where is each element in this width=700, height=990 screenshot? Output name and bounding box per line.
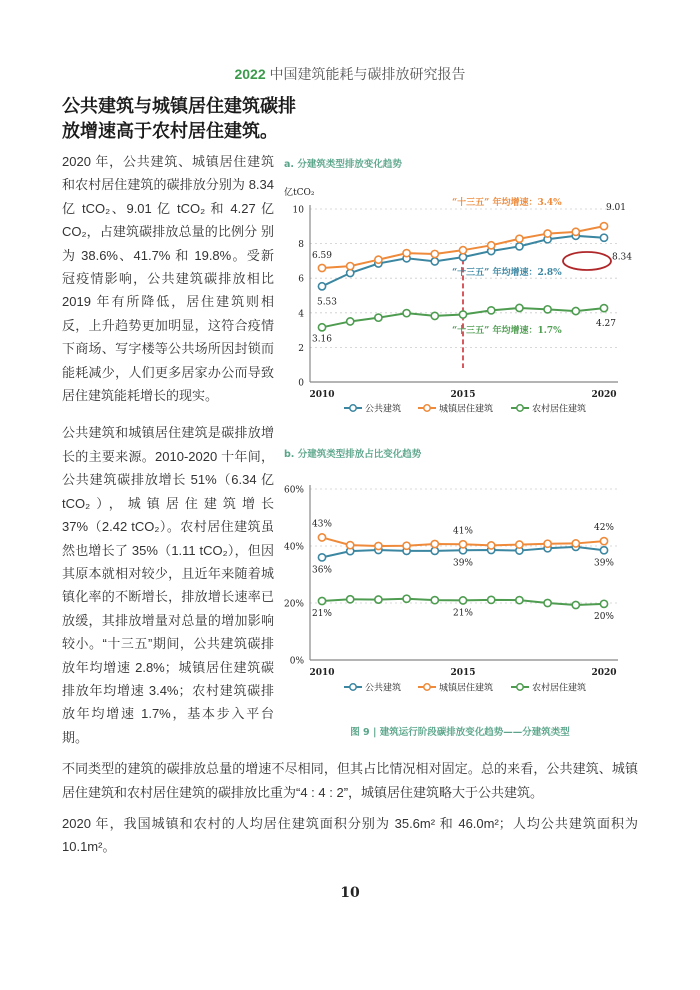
data-point-urban bbox=[572, 540, 579, 547]
x-tick-label: 2015 bbox=[450, 668, 476, 678]
data-point-public bbox=[600, 547, 607, 554]
data-point-rural bbox=[431, 597, 438, 604]
page-body bbox=[62, 150, 638, 901]
x-tick-label: 2020 bbox=[591, 390, 617, 400]
data-point-urban bbox=[572, 228, 579, 235]
legend-label-urban: 城镇居住建筑 bbox=[439, 683, 494, 694]
legend-marker-rural bbox=[517, 405, 523, 411]
y-tick-label: 2 bbox=[298, 343, 304, 354]
chart-a-emissions-trend bbox=[280, 175, 640, 420]
growth-rate-annotation-rural: “十三五” 年均增速：1.7% bbox=[452, 326, 562, 336]
chart-a-title: a. 分建筑类型排放变化趋势 bbox=[284, 159, 402, 170]
data-point-urban bbox=[459, 541, 466, 548]
header-year: 2022 bbox=[234, 66, 266, 82]
running-header bbox=[0, 64, 700, 84]
data-point-public bbox=[318, 283, 325, 290]
header-title: 中国建筑能耗与碳排放研究报告 bbox=[265, 66, 466, 82]
growth-rate-annotation-public: “十三五” 年均增速：2.8% bbox=[452, 268, 562, 278]
y-axis-label: 亿tCO₂ bbox=[284, 188, 315, 198]
data-point-urban bbox=[347, 262, 354, 269]
data-point-rural bbox=[488, 307, 495, 314]
data-point-rural bbox=[318, 324, 325, 331]
legend-marker-public bbox=[350, 684, 356, 690]
legend-marker-urban bbox=[424, 684, 430, 690]
data-label: 41% bbox=[452, 526, 474, 537]
data-point-public bbox=[516, 243, 523, 250]
data-point-urban bbox=[431, 250, 438, 257]
left-text-column bbox=[62, 150, 274, 749]
data-point-public bbox=[600, 234, 607, 241]
data-point-urban bbox=[488, 542, 495, 549]
data-point-rural bbox=[318, 597, 325, 604]
data-label: 8.34 bbox=[611, 252, 633, 263]
data-point-rural bbox=[459, 597, 466, 604]
data-point-urban bbox=[600, 223, 607, 230]
data-point-public bbox=[318, 554, 325, 561]
x-tick-label: 2010 bbox=[309, 668, 335, 678]
data-label: 6.59 bbox=[311, 250, 333, 261]
data-point-urban bbox=[459, 247, 466, 254]
data-label: 3.16 bbox=[311, 334, 333, 345]
data-label: 21% bbox=[311, 609, 333, 620]
legend-marker-public bbox=[350, 405, 356, 411]
paragraph-1: 2020 年，公共建筑、城镇居住建筑和农村居住建筑的碳排放分别为 8.34 亿 tCO₂、9.01 亿 tCO₂ 和 4.27 亿 CO₂，占建筑碳排放总量的比例分 别 为 38.6%、41.7% 和 19.8%。受新冠疫情影响，公共建筑碳排放相比 2019 年有所降低，居住建筑则相反，上升趋势更加明显，这符合疫情下商场、写字楼等公共场所因封锁而能耗减少，人们更多居家办公而导致居住建筑能耗增长的现实。 bbox=[62, 154, 274, 404]
data-label: 36% bbox=[311, 565, 333, 576]
legend-label-public: 公共建筑 bbox=[365, 683, 402, 694]
y-tick-label: 0 bbox=[298, 378, 304, 389]
data-point-urban bbox=[347, 542, 354, 549]
data-point-urban bbox=[375, 542, 382, 549]
figure-caption: 图 9 | 建筑运行阶段碳排放变化趋势——分建筑类型 bbox=[350, 727, 570, 738]
data-label: 39% bbox=[452, 558, 474, 569]
data-point-public bbox=[431, 258, 438, 265]
data-point-urban bbox=[516, 541, 523, 548]
data-point-rural bbox=[375, 596, 382, 603]
data-label: 43% bbox=[311, 519, 333, 530]
highlight-ellipse bbox=[563, 252, 611, 270]
two-column-region bbox=[62, 150, 638, 749]
data-label: 39% bbox=[593, 558, 615, 569]
data-point-urban bbox=[516, 235, 523, 242]
data-point-rural bbox=[572, 601, 579, 608]
data-point-rural bbox=[600, 600, 607, 607]
y-tick-label: 20% bbox=[283, 599, 304, 610]
data-point-urban bbox=[431, 540, 438, 547]
data-point-urban bbox=[600, 538, 607, 545]
data-label: 4.27 bbox=[595, 319, 617, 330]
y-tick-label: 0% bbox=[289, 656, 304, 667]
data-point-rural bbox=[544, 306, 551, 313]
data-point-rural bbox=[403, 310, 410, 317]
data-point-rural bbox=[375, 314, 382, 321]
data-point-rural bbox=[544, 599, 551, 606]
legend-label-rural: 农村居住建筑 bbox=[532, 683, 587, 694]
data-point-rural bbox=[600, 305, 607, 312]
data-point-public bbox=[459, 253, 466, 260]
y-tick-label: 10 bbox=[292, 205, 304, 216]
legend-label-urban: 城镇居住建筑 bbox=[439, 404, 494, 415]
data-point-rural bbox=[459, 311, 466, 318]
y-tick-label: 40% bbox=[283, 542, 304, 553]
data-point-urban bbox=[403, 250, 410, 257]
data-point-urban bbox=[544, 230, 551, 237]
section-title: 公共建筑与城镇居住建筑碳排放增速高于农村居住建筑。 bbox=[62, 96, 296, 141]
data-label: 42% bbox=[593, 523, 615, 534]
y-tick-label: 4 bbox=[298, 309, 304, 320]
x-tick-label: 2015 bbox=[450, 390, 476, 400]
chart-b-title: b. 分建筑类型排放占比变化趋势 bbox=[284, 449, 422, 460]
y-tick-label: 6 bbox=[298, 274, 304, 285]
data-point-urban bbox=[544, 540, 551, 547]
chart-b-share-trend bbox=[280, 470, 640, 700]
data-point-urban bbox=[488, 242, 495, 249]
legend-label-public: 公共建筑 bbox=[365, 404, 402, 415]
data-point-rural bbox=[431, 312, 438, 319]
x-tick-label: 2010 bbox=[309, 390, 335, 400]
y-tick-label: 60% bbox=[283, 485, 304, 496]
legend-marker-rural bbox=[517, 684, 523, 690]
data-point-rural bbox=[516, 597, 523, 604]
page-number: 10 bbox=[340, 884, 360, 901]
data-label: 9.01 bbox=[605, 203, 627, 214]
data-point-rural bbox=[347, 596, 354, 603]
data-label: 5.53 bbox=[316, 297, 338, 308]
data-point-rural bbox=[347, 318, 354, 325]
data-point-rural bbox=[516, 304, 523, 311]
paragraph-3: 不同类型的建筑的碳排放总量的增速不尽相同，但其占比情况相对固定。总的来看，公共建筑、城镇居住建筑和农村居住建筑的碳排放比重为“4 : 4 : 2”，城镇居住建筑略大于公共建筑。 bbox=[62, 761, 638, 800]
data-point-urban bbox=[318, 534, 325, 541]
paragraph-4: 2020 年，我国城镇和农村的人均居住建筑面积分别为 35.6m² 和 46.0m²；人均公共建筑面积为 10.1m²。 bbox=[62, 815, 638, 855]
x-tick-label: 2020 bbox=[591, 668, 617, 678]
data-label: 20% bbox=[593, 611, 615, 622]
data-point-urban bbox=[403, 542, 410, 549]
data-point-rural bbox=[572, 307, 579, 314]
data-point-rural bbox=[403, 595, 410, 602]
paragraph-2: 公共建筑和城镇居住建筑是碳排放增长的主要来源。2010-2020 十年间，公共建筑碳排放增长 51%（6.34 亿 tCO₂），城镇居住建筑增长 37%（2.42 tCO₂）。农村居住建筑虽然也增长了 35%（1.11 tCO₂），但因其原本就相对较少，且近年来随着城镇化率的不断增长，排放增长速率已放缓，其排放增量对总量的增加影响较小。“十三五”期间，公共建筑碳排放年均增速 2.8%；城镇居住建筑碳排放年均增速 3.4%；农村建筑碳排放年均增速 1.7%，基本步入平台期。 bbox=[62, 425, 274, 745]
data-point-urban bbox=[375, 256, 382, 263]
data-label: 21% bbox=[452, 608, 474, 619]
growth-rate-annotation-urban: “十三五” 年均增速：3.4% bbox=[452, 198, 562, 208]
legend-label-rural: 农村居住建筑 bbox=[532, 404, 587, 415]
legend-marker-urban bbox=[424, 405, 430, 411]
figure-column bbox=[280, 150, 640, 740]
y-tick-label: 8 bbox=[298, 240, 304, 251]
data-point-rural bbox=[488, 596, 495, 603]
data-point-urban bbox=[318, 264, 325, 271]
